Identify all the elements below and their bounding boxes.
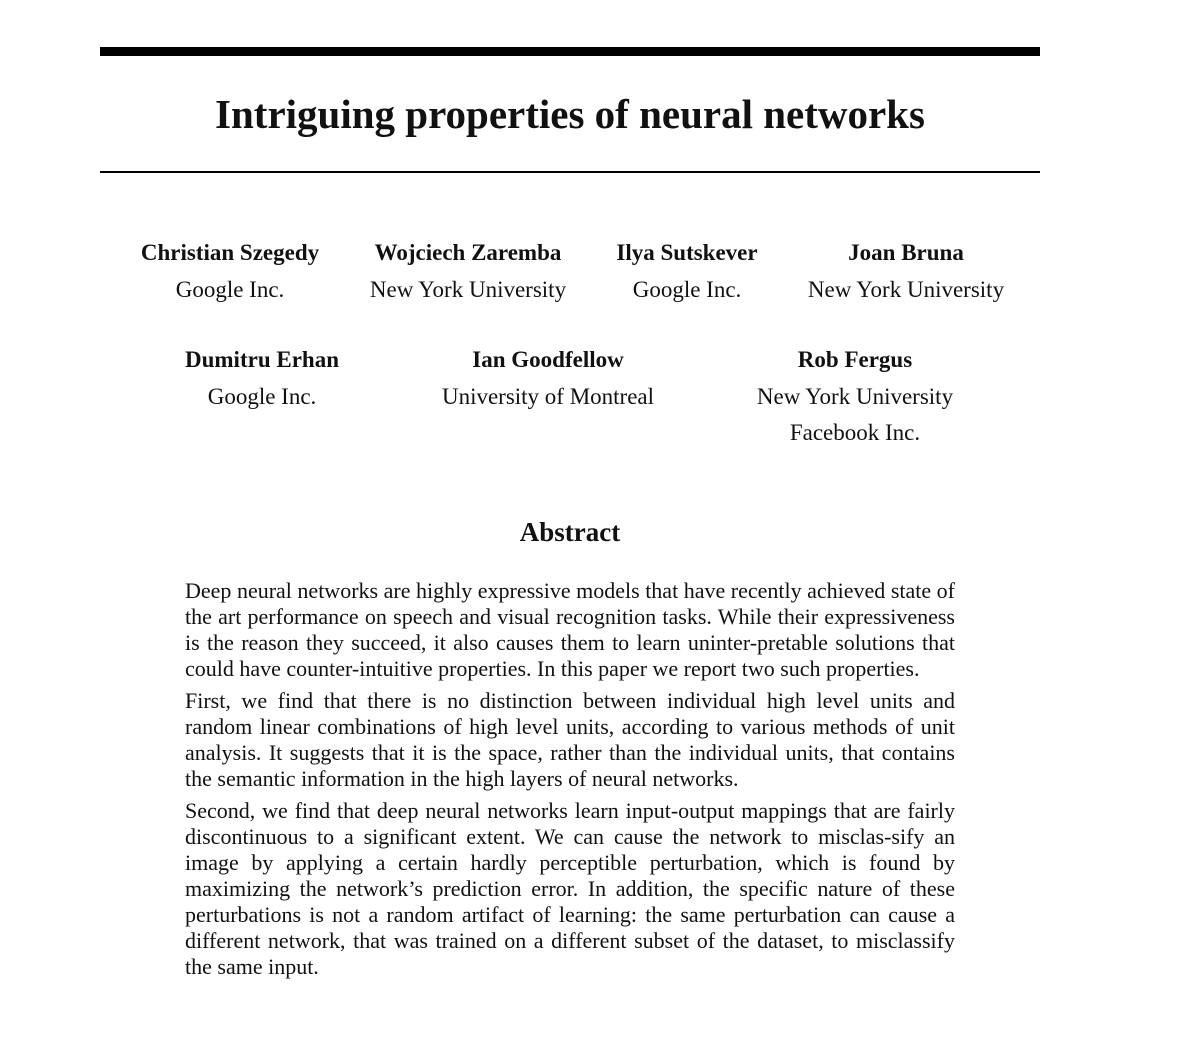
- author-block-erhan: [185, 347, 339, 410]
- author-name: Wojciech Zaremba: [374, 240, 562, 265]
- abstract-body: [185, 578, 955, 986]
- abstract-heading: Abstract: [519, 517, 621, 547]
- abstract-paragraph: Deep neural networks are highly expressive models that have recently achieved state of the art performance on speech and visual recognition tasks. While their expressiveness is the reason they succeed, it also causes them to learn uninter-pretable solutions that could have counter-intuitive properties. In this paper we report two such properties.: [185, 578, 955, 681]
- author-block-fergus: [757, 347, 953, 446]
- author-block-zaremba: [370, 240, 566, 303]
- author-name: Dumitru Erhan: [185, 347, 339, 372]
- author-affiliation: University of Montreal: [441, 384, 655, 409]
- author-affiliation: Google Inc.: [175, 277, 285, 302]
- author-name: Rob Fergus: [797, 347, 913, 372]
- author-block-bruna: [808, 240, 1004, 303]
- abstract-paragraph: First, we find that there is no distinction between individual high level units and random linear combinations of high level units, according to various methods of unit analysis. It suggests that it is the space, rather than the individual units, that contains the semantic information in the high layers of neural networks.: [185, 688, 955, 791]
- author-block-goodfellow: [442, 347, 654, 410]
- abstract-paragraph: Second, we find that deep neural networks learn input-output mappings that are fairly discontinuous to a significant extent. We can cause the network to misclas-sify an image by applying a certain hardly perceptible perturbation, which is found by maximizing the network’s prediction error. In addition, the specific nature of these perturbations is not a random artifact of learning: the same perturbation can cause a different network, that was trained on a different subset of the dataset, to misclassify the same input.: [185, 798, 955, 979]
- author-affiliation-secondary: Facebook Inc.: [789, 420, 921, 445]
- author-name: Ian Goodfellow: [472, 347, 624, 372]
- author-block-szegedy: [141, 240, 319, 303]
- paper-title: Intriguing properties of neural networks: [215, 91, 925, 137]
- author-affiliation: New York University: [756, 384, 954, 409]
- author-name: Ilya Sutskever: [616, 240, 758, 265]
- author-affiliation: Google Inc.: [632, 277, 742, 302]
- author-block-sutskever: [616, 240, 757, 303]
- title-top-rule: [100, 47, 1040, 56]
- author-affiliation: Google Inc.: [207, 384, 317, 409]
- author-affiliation: New York University: [369, 277, 567, 302]
- author-name: Christian Szegedy: [140, 240, 320, 265]
- author-affiliation: New York University: [807, 277, 1005, 302]
- author-name: Joan Bruna: [848, 240, 964, 265]
- title-bottom-rule: [100, 171, 1040, 173]
